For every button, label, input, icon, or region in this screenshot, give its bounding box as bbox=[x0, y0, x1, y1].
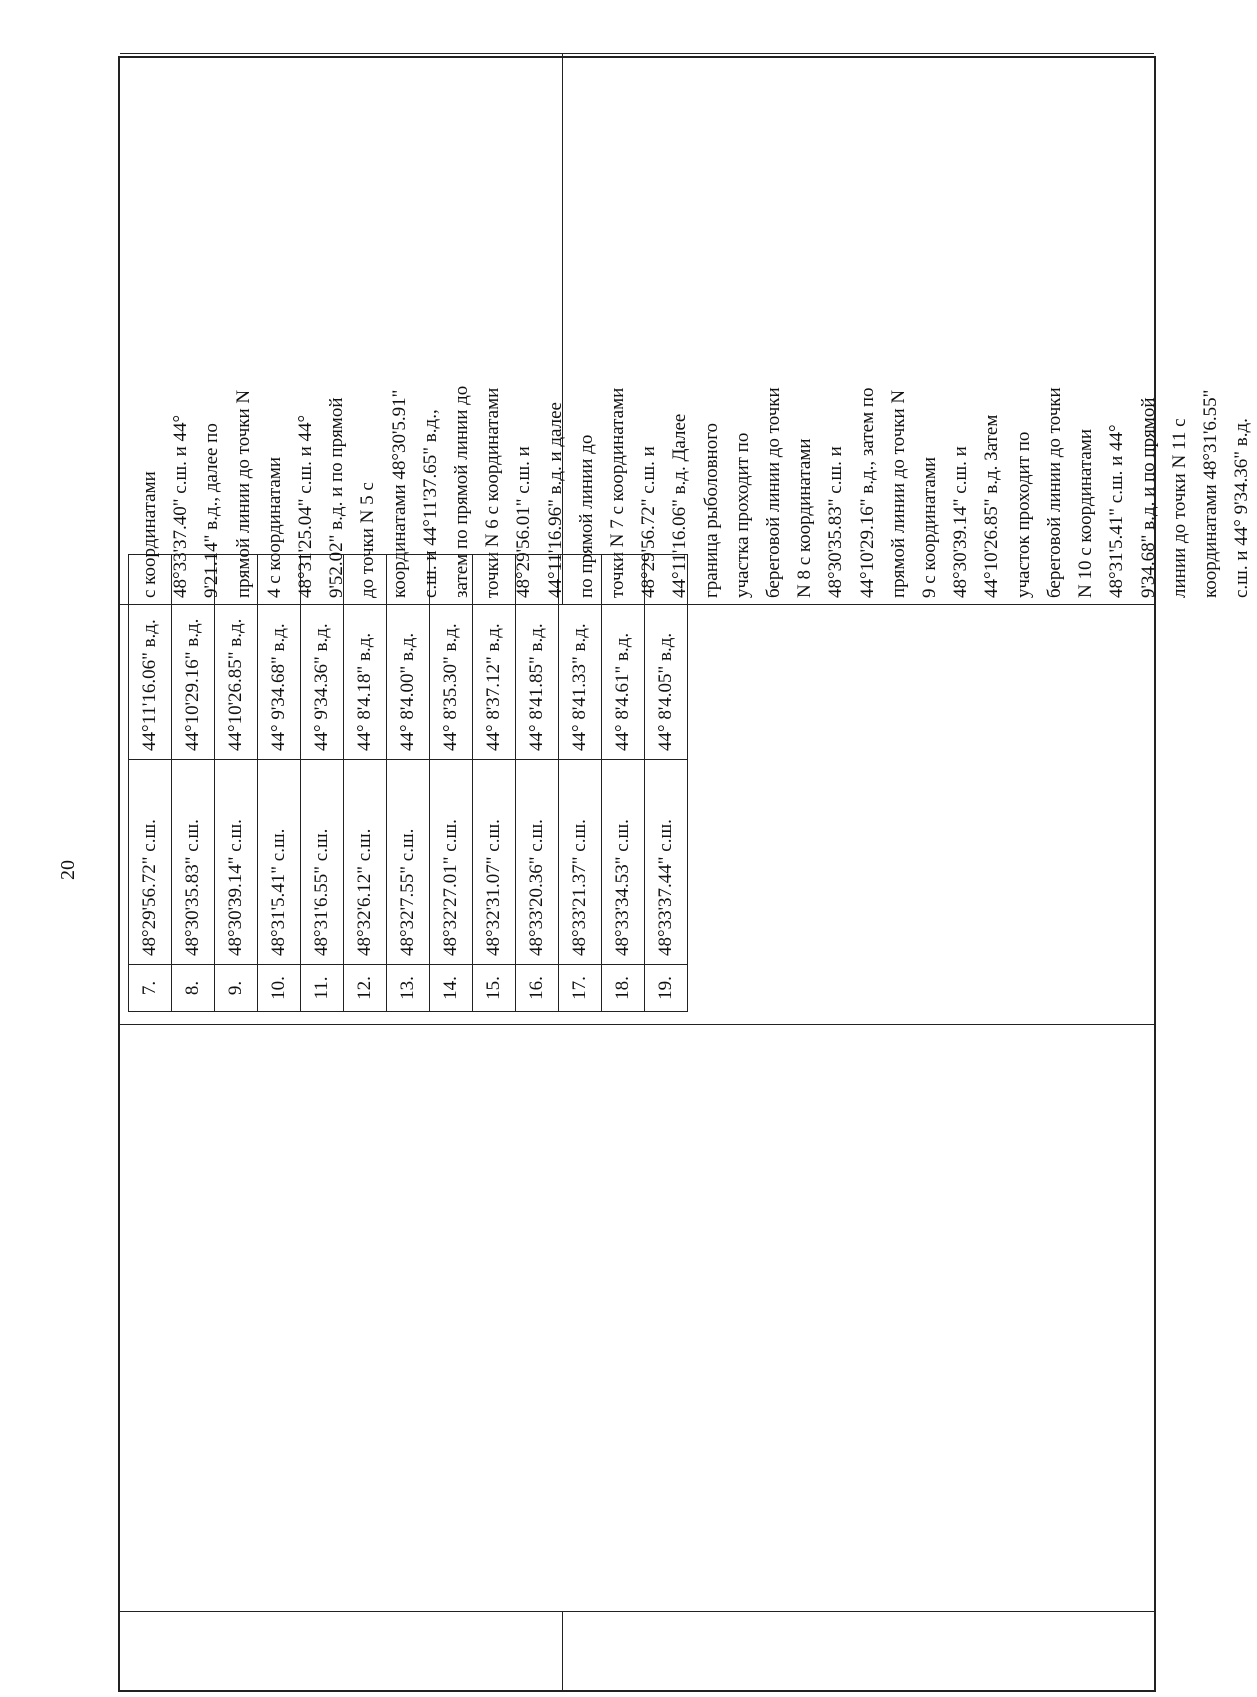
row-number: 16. bbox=[516, 965, 559, 1012]
description-line: 48°33'37.40" с.ш. и 44° bbox=[170, 414, 192, 598]
boundary-description bbox=[134, 70, 1257, 598]
latitude-cell: 48°31'5.41" с.ш. bbox=[258, 760, 301, 965]
column-divider bbox=[120, 1024, 1154, 1025]
description-line: 9'34.68" в.д. и по прямой bbox=[1137, 397, 1159, 598]
table-row bbox=[602, 555, 645, 1012]
row-number: 17. bbox=[559, 965, 602, 1012]
latitude-cell: 48°32'27.01" с.ш. bbox=[430, 760, 473, 965]
table-row bbox=[516, 555, 559, 1012]
page-number: 20 bbox=[57, 860, 79, 880]
description-line: 44°10'29.16" в.д., затем по bbox=[856, 387, 878, 598]
description-line: 4 с координатами bbox=[263, 456, 285, 598]
description-line: точки N 7 с координатами bbox=[607, 387, 629, 598]
latitude-cell: 48°30'39.14" с.ш. bbox=[215, 760, 258, 965]
longitude-cell: 44° 8'4.18" в.д. bbox=[344, 555, 387, 760]
latitude-cell: 48°32'31.07" с.ш. bbox=[473, 760, 516, 965]
table-row bbox=[559, 555, 602, 1012]
description-line: координатами 48°30'5.91" bbox=[388, 389, 410, 598]
row-number: 7. bbox=[129, 965, 172, 1012]
description-line: участок проходит по bbox=[1012, 431, 1034, 598]
row-number: 15. bbox=[473, 965, 516, 1012]
description-line: затем по прямой линии до bbox=[451, 385, 473, 598]
row-number: 11. bbox=[301, 965, 344, 1012]
row-number: 14. bbox=[430, 965, 473, 1012]
description-line: точки N 6 с координатами bbox=[482, 387, 504, 598]
latitude-cell: 48°32'7.55" с.ш. bbox=[387, 760, 430, 965]
longitude-cell: 44°10'29.16" в.д. bbox=[172, 555, 215, 760]
description-line: с координатами bbox=[139, 471, 160, 598]
description-line: 48°29'56.72" с.ш. и bbox=[638, 446, 660, 598]
description-line: прямой линии до точки N bbox=[887, 389, 909, 598]
table-row bbox=[430, 555, 473, 1012]
table-row bbox=[258, 555, 301, 1012]
table-row bbox=[172, 555, 215, 1012]
row-number: 19. bbox=[645, 965, 688, 1012]
longitude-cell: 44° 8'4.00" в.д. bbox=[387, 555, 430, 760]
description-line: 48°31'5.41" с.ш. и 44° bbox=[1106, 424, 1128, 598]
latitude-cell: 48°32'6.12" с.ш. bbox=[344, 760, 387, 965]
table-row bbox=[215, 555, 258, 1012]
description-line: прямой линии до точки N bbox=[232, 389, 254, 598]
longitude-cell: 44°11'16.06" в.д. bbox=[129, 555, 172, 760]
coordinates-table bbox=[128, 554, 688, 1012]
table-row bbox=[301, 555, 344, 1012]
description-line: 9'21.14" в.д., далее по bbox=[201, 423, 223, 598]
latitude-cell: 48°33'34.53" с.ш. bbox=[602, 760, 645, 965]
longitude-cell: 44° 8'41.33" в.д. bbox=[559, 555, 602, 760]
row-number: 9. bbox=[215, 965, 258, 1012]
description-line: 44°11'16.96" в.д. и далее bbox=[544, 402, 566, 598]
description-line: N 8 с координатами bbox=[794, 438, 816, 598]
longitude-cell: 44° 8'35.30" в.д. bbox=[430, 555, 473, 760]
latitude-cell: 48°31'6.55" с.ш. bbox=[301, 760, 344, 965]
latitude-cell: 48°29'56.72" с.ш. bbox=[129, 760, 172, 965]
row-number: 10. bbox=[258, 965, 301, 1012]
row-number: 13. bbox=[387, 965, 430, 1012]
description-line: 48°30'39.14" с.ш. и bbox=[950, 446, 972, 598]
longitude-cell: 44° 8'4.61" в.д. bbox=[602, 555, 645, 760]
longitude-cell: 44° 8'41.85" в.д. bbox=[516, 555, 559, 760]
description-line: 44°10'26.85" в.д. Затем bbox=[981, 414, 1003, 598]
description-line: береговой линии до точки bbox=[763, 387, 785, 598]
description-line: линии до точки N 11 с bbox=[1168, 418, 1190, 598]
longitude-cell: 44° 8'4.05" в.д. bbox=[645, 555, 688, 760]
description-line: 48°31'25.04" с.ш. и 44° bbox=[295, 414, 317, 598]
description-line: береговой линии до точки bbox=[1043, 387, 1065, 598]
description-line: с.ш. и 44°11'37.65" в.д., bbox=[419, 409, 441, 598]
description-line: координатами 48°31'6.55" bbox=[1199, 389, 1221, 598]
table-row bbox=[344, 555, 387, 1012]
rotated-table-area bbox=[118, 56, 1253, 1692]
table-row bbox=[473, 555, 516, 1012]
row-number: 12. bbox=[344, 965, 387, 1012]
description-line: до точки N 5 с bbox=[357, 482, 379, 598]
table-row bbox=[129, 555, 172, 1012]
latitude-cell: 48°33'21.37" с.ш. bbox=[559, 760, 602, 965]
longitude-cell: 44° 9'34.36" в.д. bbox=[301, 555, 344, 760]
latitude-cell: 48°33'20.36" с.ш. bbox=[516, 760, 559, 965]
description-line: 44°11'16.06" в.д. Далее bbox=[669, 413, 691, 598]
row-number: 8. bbox=[172, 965, 215, 1012]
column-divider bbox=[120, 1611, 1154, 1612]
description-line: N 10 с координатами bbox=[1075, 428, 1097, 598]
description-line: 48°29'56.01" с.ш. и bbox=[513, 446, 535, 598]
description-line: граница рыболовного bbox=[700, 422, 722, 598]
longitude-cell: 44° 8'37.12" в.д. bbox=[473, 555, 516, 760]
row-number: 18. bbox=[602, 965, 645, 1012]
table-row bbox=[387, 555, 430, 1012]
latitude-cell: 48°33'37.44" с.ш. bbox=[645, 760, 688, 965]
description-line: по прямой линии до bbox=[575, 434, 597, 598]
description-line: 48°30'35.83" с.ш. и bbox=[825, 446, 847, 598]
table-row bbox=[645, 555, 688, 1012]
column-divider bbox=[120, 53, 1154, 54]
longitude-cell: 44°10'26.85" в.д. bbox=[215, 555, 258, 760]
description-line: участка проходит по bbox=[731, 432, 753, 598]
latitude-cell: 48°30'35.83" с.ш. bbox=[172, 760, 215, 965]
description-line: 9 с координатами bbox=[919, 456, 941, 598]
description-line: с.ш. и 44° 9'34.36" в.д. bbox=[1231, 418, 1253, 598]
row-divider bbox=[562, 1612, 563, 1690]
longitude-cell: 44° 9'34.68" в.д. bbox=[258, 555, 301, 760]
description-line: 9'52.02" в.д. и по прямой bbox=[326, 397, 348, 598]
table-frame bbox=[118, 56, 1253, 1692]
